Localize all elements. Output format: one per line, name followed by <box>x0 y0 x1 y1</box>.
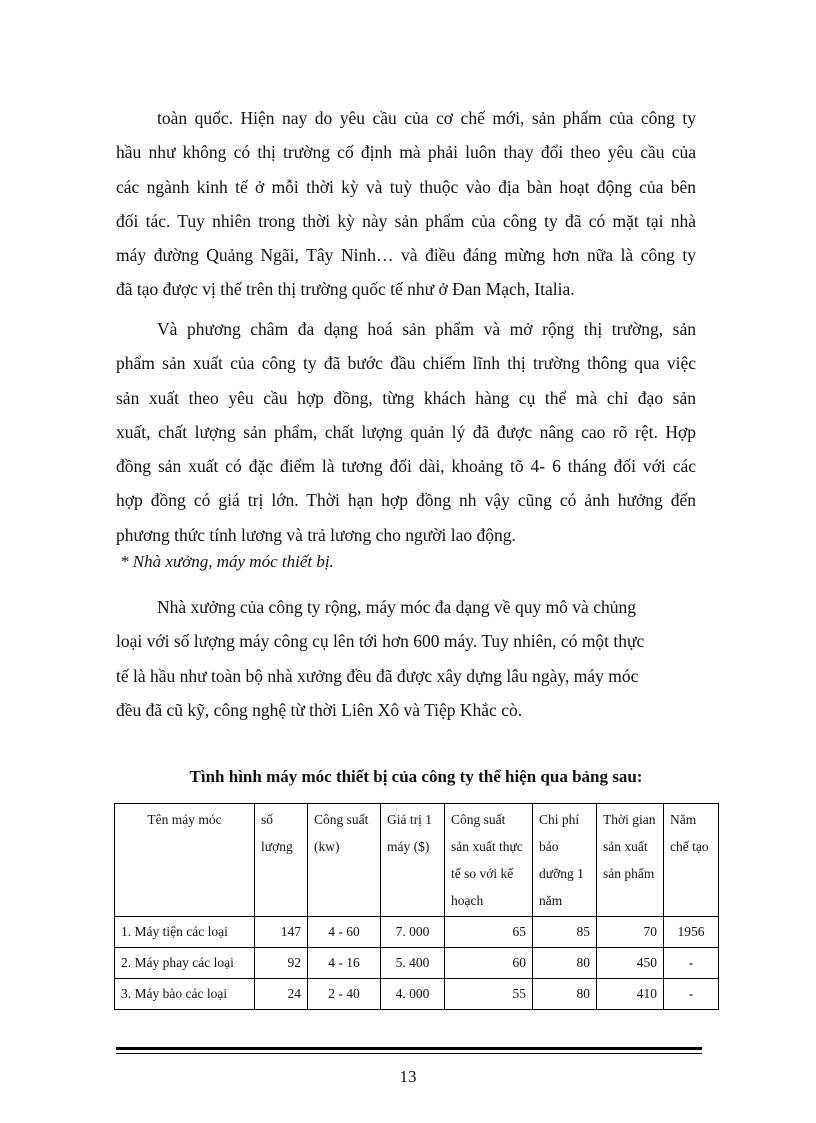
text-line: đối tác. Tuy nhiên trong thời kỳ này sản phẩm của công ty đã có mặt tại nhà <box>116 210 696 231</box>
table-caption: Tình hình máy móc thiết bị của công ty thể hiện qua bảng sau: <box>189 767 643 786</box>
header-power: Công suất (kw) <box>308 804 381 917</box>
cell-capacity: 55 <box>445 979 533 1010</box>
text-line: đều đã cũ kỹ, công nghệ từ thời Liên Xô và Tiệp Khắc cò. <box>116 699 523 720</box>
paragraph-market <box>116 101 696 307</box>
cell-production-time: 70 <box>597 917 664 948</box>
cell-year: - <box>664 948 719 979</box>
cell-power: 4 - 16 <box>308 948 381 979</box>
table-row <box>115 979 719 1010</box>
table-row <box>115 948 719 979</box>
cell-machine-name: 2. Máy phay các loại <box>115 948 255 979</box>
text-line: máy đường Quảng Ngãi, Tây Ninh… và điều đáng mừng hơn nữa là công ty <box>116 245 696 266</box>
cell-machine-name: 1. Máy tiện các loại <box>115 917 255 948</box>
text-line: loại với số lượng máy công cụ lên tới hơn 600 máy. Tuy nhiên, có một thực <box>116 631 645 652</box>
cell-production-time: 450 <box>597 948 664 979</box>
table-row <box>115 917 719 948</box>
text-line: hợp đồng có giá trị lớn. Thời hạn hợp đồng nh vậy cũng có ảnh hưởng đến <box>116 490 696 511</box>
text-line: tế là hầu như toàn bộ nhà xưởng đều đã được xây dựng lâu ngày, máy móc <box>116 665 639 686</box>
header-maintenance-cost: Chi phí bảo dưỡng 1 năm <box>533 804 597 917</box>
cell-maintenance: 80 <box>533 979 597 1010</box>
cell-quantity: 92 <box>255 948 308 979</box>
cell-capacity: 65 <box>445 917 533 948</box>
text-line: phẩm sản xuất của công ty đã bước đầu chiếm lĩnh thị trường thông qua việc <box>116 353 696 374</box>
paragraph-strategy <box>116 312 696 552</box>
cell-unit-value: 4. 000 <box>381 979 445 1010</box>
footer-divider-thick <box>116 1047 702 1050</box>
cell-power: 4 - 60 <box>308 917 381 948</box>
header-production-time: Thời gian sản xuất sản phẩm <box>597 804 664 917</box>
cell-year: - <box>664 979 719 1010</box>
text-line: đồng sản xuất có đặc điểm là tương đối dài, khoảng tõ 4- 6 tháng đối với các <box>116 456 696 477</box>
cell-maintenance: 85 <box>533 917 597 948</box>
paragraph-factory <box>116 590 696 727</box>
text-line: toàn quốc. Hiện nay do yêu cầu của cơ chế mới, sản phẩm của công ty <box>157 108 696 128</box>
text-line: phương thức tính lương và trả lương cho người lao động. <box>116 524 516 545</box>
header-unit-value: Giá trị 1 máy ($) <box>381 804 445 917</box>
cell-quantity: 24 <box>255 979 308 1010</box>
section-note: * Nhà xưởng, máy móc thiết bị. <box>120 552 334 571</box>
cell-year: 1956 <box>664 917 719 948</box>
cell-maintenance: 80 <box>533 948 597 979</box>
text-line: sản xuất theo yêu cầu hợp đồng, từng khách hàng cụ thể mà chỉ đạo sản <box>116 387 696 408</box>
cell-production-time: 410 <box>597 979 664 1010</box>
table-header-row <box>115 804 719 917</box>
text-line: hầu như không có thị trường cố định mà phải luôn thay đổi theo yêu cầu của <box>116 142 696 163</box>
text-line: Và phương châm đa dạng hoá sản phẩm và mở rộng thị trường, sản <box>157 319 696 339</box>
cell-capacity: 60 <box>445 948 533 979</box>
cell-machine-name: 3. Máy bào các loại <box>115 979 255 1010</box>
cell-unit-value: 5. 400 <box>381 948 445 979</box>
cell-quantity: 147 <box>255 917 308 948</box>
equipment-table <box>114 803 719 1010</box>
header-manufacture-year: Năm chế tạo <box>664 804 719 917</box>
header-quantity: số lượng <box>255 804 308 917</box>
cell-unit-value: 7. 000 <box>381 917 445 948</box>
text-line: xuất, chất lượng sản phẩm, chất lượng quản lý đã được nâng cao rõ rệt. Hợp <box>116 421 696 442</box>
text-line: các ngành kinh tế ở mỗi thời kỳ và tuỳ thuộc vào địa bàn hoạt động của bên <box>116 176 696 197</box>
footer-divider-thin <box>116 1053 702 1054</box>
header-capacity-vs-plan: Công suất sản xuất thực tế so với kế hoạch <box>445 804 533 917</box>
text-line: đã tạo được vị thế trên thị trường quốc tế như ở Đan Mạch, Italia. <box>116 279 575 300</box>
cell-power: 2 - 40 <box>308 979 381 1010</box>
page-number: 13 <box>399 1067 417 1086</box>
header-machine-name: Tên máy móc <box>115 804 255 917</box>
text-line: Nhà xưởng của công ty rộng, máy móc đa dạng về quy mô và chủng <box>157 597 636 617</box>
